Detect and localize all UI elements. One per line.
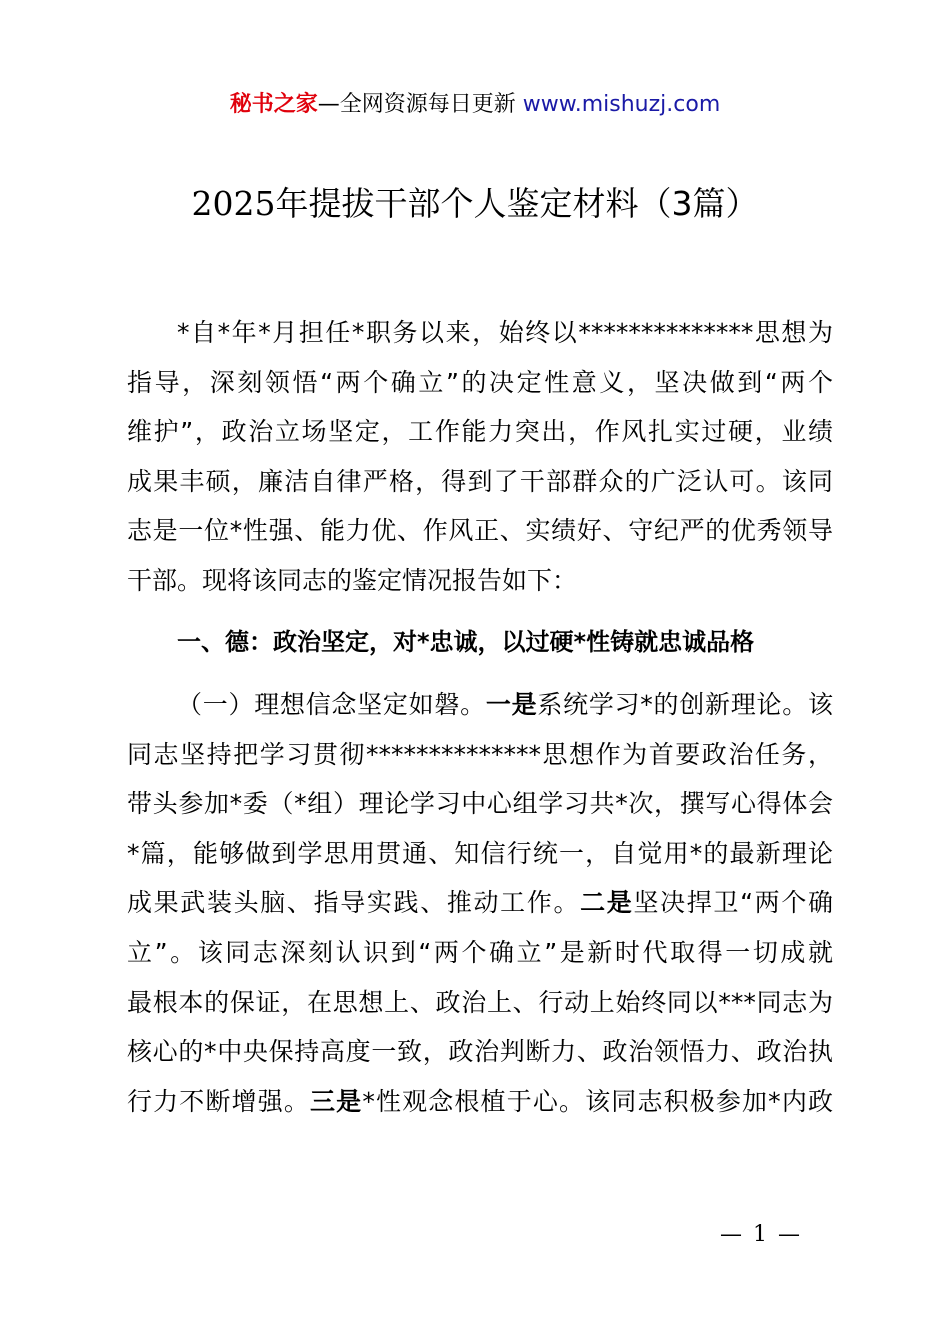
subsection-title: （一）理想信念坚定如磐。: [177, 690, 486, 719]
point-marker: 一是: [485, 690, 538, 719]
point-marker: 二是: [580, 888, 634, 918]
title-year: 2025: [191, 184, 276, 223]
paragraph-line: 干部。现将该同志的鉴定情况报告如下：: [127, 565, 578, 595]
text-run: 成果武装头脑、指导实践、推动工作。: [127, 888, 581, 918]
paragraph-line: [127, 878, 833, 928]
paragraph-line: *自*年*月担任*职务以来，始终以**************思想为: [177, 318, 833, 347]
paragraph-line: 核心的*中央保持高度一致，政治判断力、政治领悟力、政治执: [127, 1037, 833, 1067]
paragraph-line: [127, 1077, 833, 1127]
paragraph-line: 带头参加*委（*组）理论学习中心组学习共*次，撰写心得体会: [127, 789, 833, 819]
document-title: [0, 180, 950, 228]
paragraph-line: 同志坚持把学习贯彻**************思想作为首要政治任务，: [127, 739, 833, 769]
text-run: *性观念根植于心。该同志积极参加*内政: [362, 1086, 833, 1116]
section-heading: 一、德：政治坚定，对*忠诚，以过硬*性铸就忠诚品格: [177, 628, 755, 656]
paragraph-line: *篇，能够做到学思用贯通、知信行统一，自觉用*的最新理论: [127, 838, 833, 868]
title-text: 年提拔干部个人鉴定材料（3篇）: [275, 184, 759, 223]
header-tagline: 全网资源每日更新: [339, 92, 516, 117]
section-paragraph: [127, 680, 833, 1126]
text-run: 坚决捍卫“两个确: [633, 888, 833, 918]
paragraph-line: [127, 680, 833, 730]
paragraph-line: 志是一位*性强、能力优、作风正、实绩好、守纪严的优秀领导: [127, 516, 833, 546]
site-header: [0, 88, 950, 122]
paragraph-line: 指导，深刻领悟“两个确立”的决定性意义，坚决做到“两个: [127, 367, 833, 397]
text-run: 行力不断增强。: [127, 1086, 311, 1116]
page-number: — 1 —: [720, 1222, 802, 1247]
brand-name: 秘书之家: [229, 92, 318, 117]
point-marker: 三是: [310, 1086, 363, 1116]
paragraph-line: 维护”，政治立场坚定，工作能力突出，作风扎实过硬，业绩: [127, 417, 833, 447]
header-dash: —: [317, 92, 340, 117]
paragraph-line: 成果丰硕，廉洁自律严格，得到了干部群众的广泛认可。该同: [127, 466, 833, 496]
text-run: 系统学习*的创新理论。该: [537, 690, 833, 719]
intro-paragraph: [127, 308, 833, 606]
site-url-link[interactable]: www.mishuzj.com: [522, 92, 721, 117]
paragraph-line: 立”。该同志深刻认识到“两个确立”是新时代取得一切成就: [127, 937, 833, 967]
paragraph-line: 最根本的保证，在思想上、政治上、行动上始终同以***同志为: [127, 987, 833, 1017]
